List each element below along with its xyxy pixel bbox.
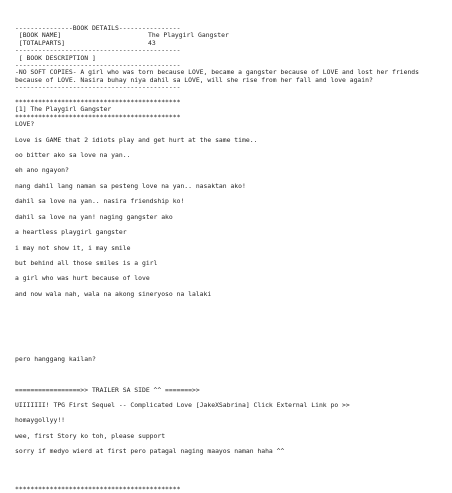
- story-line: dahil sa love na yan! naging gangster ako: [15, 212, 173, 221]
- divider-rule: -------------------------------------------: [15, 46, 181, 55]
- story-line: dahil sa love na yan.. nasira friendship ko!: [15, 197, 185, 206]
- book-name-row: [15, 32, 440, 39]
- divider-rule: -------------------------------------------: [15, 61, 181, 70]
- story-line: LOVE?: [15, 120, 35, 129]
- story-line: Love is GAME that 2 idiots play and get hurt at the same time..: [15, 135, 258, 144]
- trailer-line: =================>> TRAILER SA SIDE ^^ =======>>: [15, 385, 200, 394]
- author-note: homaygollyy!!: [15, 416, 66, 425]
- book-description-text: -NO SOFT COPIES- A girl who was torn because LOVE, became a gangster because of LOVE and lost her friends because of LOVE. Nasira buhay niya dahil sa LOVE, will she rise from her fall and love again?: [15, 68, 423, 84]
- story-line: a heartless playgirl gangster: [15, 228, 127, 237]
- story-line: eh ano ngayon?: [15, 166, 69, 175]
- sequel-note: UIIIIIII! TPG First Sequel -- Complicated Love [JakeXSabrina] Click External Link po >>: [15, 400, 350, 409]
- book-document: [15, 25, 440, 493]
- story-line: but behind all those smiles is a girl: [15, 258, 158, 267]
- part-title: [1] The Playgirl Gangster: [15, 105, 112, 114]
- story-line: a girl who was hurt because of love: [15, 274, 150, 283]
- author-note: sorry if medyo wierd at first pero patagal naging maayos naman haha ^^: [15, 447, 285, 456]
- book-details-rule: ---------------BOOK DETAILS----------------: [15, 24, 181, 32]
- total-parts-label: [TOTALPARTS]: [15, 38, 66, 47]
- story-line: nang dahil lang naman sa pesteng love na yan.. nasaktan ako!: [15, 181, 246, 190]
- stars-divider: *******************************************: [15, 98, 181, 107]
- stars-divider: *******************************************: [15, 112, 181, 121]
- total-parts-value: 43: [148, 38, 156, 47]
- book-name-value: The Playgirl Gangster: [148, 31, 229, 40]
- story-line: oo bitter ako sa love na yan..: [15, 151, 131, 160]
- book-name-label: [BOOK NAME]: [15, 31, 62, 40]
- book-description-header: [ BOOK DESCRIPTION ]: [15, 53, 96, 62]
- stars-divider: *******************************************: [15, 484, 181, 493]
- story-line: i may not show it, i may smile: [15, 243, 131, 252]
- divider-rule: -------------------------------------------: [15, 83, 181, 92]
- story-line: pero hanggang kailan?: [15, 355, 96, 364]
- story-line: and now wala nah, wala na akong sineryoso na lalaki: [15, 289, 212, 298]
- author-note: wee, first Story ko toh, please support: [15, 431, 166, 440]
